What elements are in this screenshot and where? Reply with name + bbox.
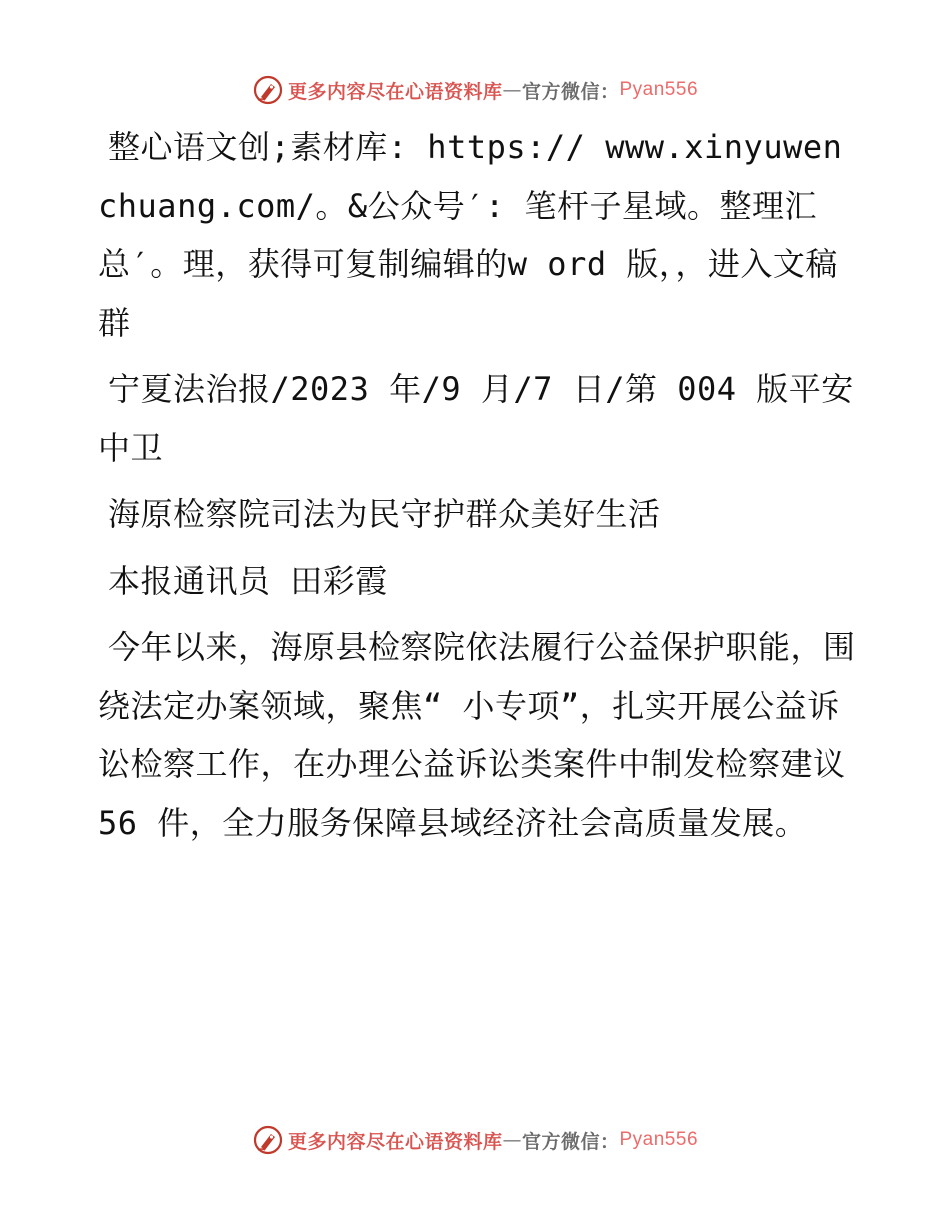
footer-banner-label: 官方微信： — [521, 1130, 620, 1153]
banner-label: 官方微信： — [521, 80, 620, 103]
byline-text: 本报通讯员 田彩霞 — [108, 561, 388, 600]
source-line — [98, 360, 858, 477]
footer-banner-separator: — — [502, 1129, 522, 1151]
banner-main-text: 更多内容尽在心语资料库 — [287, 80, 503, 103]
intro-text: 整心语文创;素材库: https:// www.xinyuwenchuang.com/。&公众号′: 笔杆子星域。整理汇总′。理，获得可复制编辑的w ord 版，，进入文稿群 — [98, 128, 843, 342]
footer-banner-wechat-id: Pyan556 — [619, 1129, 699, 1150]
source-text: 宁夏法治报/2023 年/9 月/7 日/第 004 版平安中卫 — [98, 370, 854, 467]
intro-paragraph — [98, 118, 858, 352]
byline — [98, 552, 858, 611]
headline-text: 海原检察院司法为民守护群众美好生活 — [108, 495, 661, 533]
body-paragraph-text: 今年以来，海原县检察院依法履行公益保护职能，围绕法定办案领域，聚焦“ 小专项”，扎实开展公益诉讼检察工作，在办理公益诉讼类案件中制发检察建议 56 件，全力服务保障县域经济社会高质量发展。 — [98, 628, 856, 842]
footer-banner — [0, 1120, 950, 1160]
header-banner — [0, 70, 950, 110]
banner-separator: — — [502, 79, 522, 101]
body-paragraph — [98, 618, 858, 852]
pen-nib-logo-icon — [252, 1124, 284, 1156]
footer-banner-main-text: 更多内容尽在心语资料库 — [287, 1130, 503, 1153]
pen-nib-logo-icon — [252, 74, 284, 106]
banner-wechat-id: Pyan556 — [619, 79, 699, 100]
document-body — [98, 118, 858, 860]
headline — [98, 485, 858, 544]
